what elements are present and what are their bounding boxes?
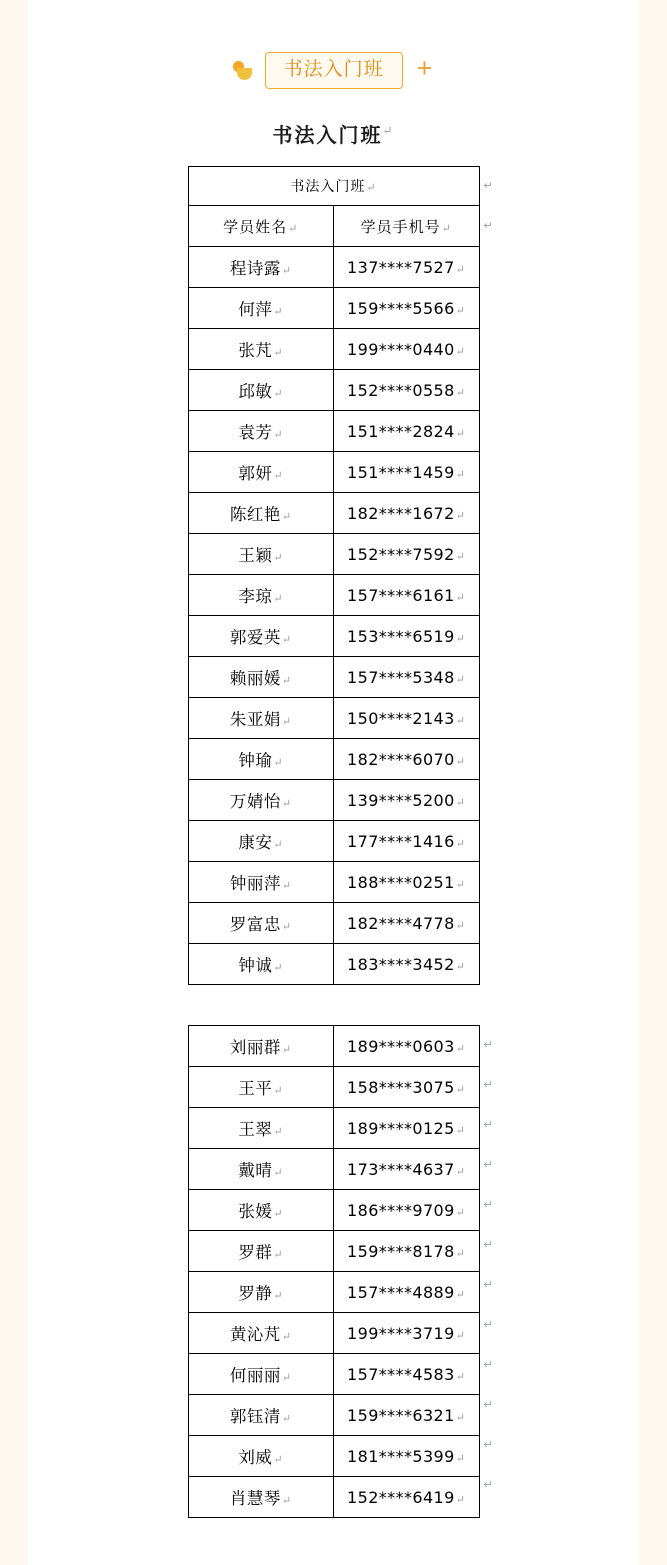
cell-name-text: 钟丽萍 — [229, 874, 281, 893]
pilcrow-mark: ↵ — [455, 1041, 466, 1055]
cell-name — [188, 616, 334, 657]
pilcrow-mark: ↵ — [455, 344, 466, 358]
cell-name-text: 王平 — [238, 1079, 273, 1098]
cell-name — [188, 821, 334, 862]
table-row — [188, 1477, 479, 1518]
pilcrow-mark: ↵ — [273, 1166, 284, 1179]
cell-name — [188, 862, 334, 903]
pilcrow-mark: ↵ — [483, 1078, 493, 1091]
cell-name-text: 刘威 — [238, 1448, 273, 1467]
pilcrow-mark: ↵ — [281, 797, 292, 810]
document-sheet — [28, 0, 639, 1565]
pilcrow-mark: ↵ — [273, 469, 284, 482]
cell-phone-text: 157****4583 — [347, 1364, 455, 1384]
pilcrow-mark: ↵ — [273, 961, 284, 974]
cell-phone-text: 158****3075 — [347, 1077, 455, 1097]
document-icon — [231, 58, 257, 84]
cell-name — [188, 575, 334, 616]
pilcrow-mark: ↵ — [455, 1205, 466, 1219]
pilcrow-mark: ↵ — [273, 1084, 284, 1097]
table-row — [188, 1108, 479, 1149]
table-row — [188, 1026, 479, 1067]
pilcrow-mark: ↵ — [455, 631, 466, 645]
page-title — [28, 119, 639, 148]
table-row — [188, 780, 479, 821]
cell-name — [188, 1149, 334, 1190]
pilcrow-mark: ↵ — [273, 305, 284, 318]
pilcrow-mark: ↵ — [455, 1082, 466, 1096]
paragraph-marks-column — [484, 166, 500, 246]
cell-phone — [334, 780, 480, 821]
cell-name-text: 袁芳 — [238, 423, 273, 442]
cell-phone — [334, 452, 480, 493]
cell-name-text: 王颖 — [238, 546, 273, 565]
table-row — [188, 1231, 479, 1272]
cell-name — [188, 780, 334, 821]
cell-name — [188, 1395, 334, 1436]
pilcrow-mark: ↵ — [281, 1412, 292, 1425]
cell-name — [188, 247, 334, 288]
cell-name — [188, 1354, 334, 1395]
pilcrow-mark: ↵ — [273, 551, 284, 564]
pilcrow-mark: ↵ — [273, 1248, 284, 1261]
cell-name — [188, 1190, 334, 1231]
pilcrow-mark: ↵ — [455, 385, 466, 399]
cell-name-text: 邱敏 — [238, 382, 273, 401]
pilcrow-mark: ↵ — [483, 1438, 493, 1451]
cell-name-text: 肖慧琴 — [229, 1489, 281, 1508]
students-table-1 — [188, 166, 480, 985]
table-caption-cell — [188, 167, 479, 206]
pilcrow-mark: ↵ — [455, 508, 466, 522]
cell-phone-text: 151****2824 — [347, 421, 455, 441]
cell-phone-text: 199****3719 — [347, 1323, 455, 1343]
table-row — [188, 862, 479, 903]
cell-phone — [334, 1149, 480, 1190]
table-row — [188, 698, 479, 739]
cell-name — [188, 1477, 334, 1518]
table-row — [188, 247, 479, 288]
pilcrow-mark: ↵ — [455, 1164, 466, 1178]
table-1-wrapper — [188, 166, 493, 985]
pilcrow-mark: ↵ — [483, 219, 493, 232]
pilcrow-mark: ↵ — [455, 877, 466, 891]
pilcrow-mark: ↵ — [366, 181, 377, 194]
table-row — [188, 534, 479, 575]
pilcrow-mark: ↵ — [455, 549, 466, 563]
pilcrow-mark: ↵ — [281, 715, 292, 728]
pilcrow-mark: ↵ — [455, 713, 466, 727]
column-header-name-text: 学员姓名 — [223, 217, 288, 236]
page-title-text: 书法入门班 — [272, 123, 383, 147]
cell-name-text: 郭爱英 — [229, 628, 281, 647]
pilcrow-mark: ↵ — [455, 918, 466, 932]
cell-name-text: 罗富忠 — [229, 915, 281, 934]
table-row — [188, 1354, 479, 1395]
pilcrow-mark: ↵ — [483, 1118, 493, 1131]
table-row — [188, 370, 479, 411]
cell-phone — [334, 1108, 480, 1149]
pilcrow-mark: ↵ — [281, 1494, 292, 1507]
cell-name — [188, 1272, 334, 1313]
table-row — [188, 657, 479, 698]
cell-name-text: 李琼 — [238, 587, 273, 606]
cell-phone-text: 152****0558 — [347, 380, 455, 400]
cell-name-text: 罗群 — [238, 1243, 273, 1262]
cell-phone-text: 181****5399 — [347, 1446, 455, 1466]
cell-name-text: 郭妍 — [238, 464, 273, 483]
cell-phone — [334, 1190, 480, 1231]
table-row — [188, 903, 479, 944]
pilcrow-mark: ↵ — [273, 346, 284, 359]
cell-phone-text: 150****2143 — [347, 708, 455, 728]
table-row — [188, 452, 479, 493]
cell-phone-text: 139****5200 — [347, 790, 455, 810]
column-header-phone — [334, 206, 480, 247]
cell-phone-text: 153****6519 — [347, 626, 455, 646]
cell-phone — [334, 575, 480, 616]
cell-phone-text: 182****1672 — [347, 503, 455, 523]
pilcrow-mark: ↵ — [483, 1278, 493, 1291]
cell-phone-text: 183****3452 — [347, 954, 455, 974]
cell-name — [188, 370, 334, 411]
pilcrow-mark: ↵ — [273, 1207, 284, 1220]
cell-phone-text: 189****0603 — [347, 1036, 455, 1056]
cell-phone — [334, 534, 480, 575]
cell-name — [188, 288, 334, 329]
cell-name — [188, 452, 334, 493]
table-row — [188, 288, 479, 329]
cell-phone-text: 157****6161 — [347, 585, 455, 605]
cell-name — [188, 657, 334, 698]
pilcrow-mark: ↵ — [455, 1287, 466, 1301]
table-row — [188, 739, 479, 780]
cell-name-text: 程诗露 — [229, 259, 281, 278]
cell-name-text: 何萍 — [238, 300, 273, 319]
pilcrow-mark: ↵ — [273, 756, 284, 769]
cell-name — [188, 1436, 334, 1477]
pilcrow-mark: ↵ — [382, 123, 395, 138]
pilcrow-mark: ↵ — [483, 1198, 493, 1211]
pilcrow-mark: ↵ — [483, 179, 493, 192]
cell-name-text: 康安 — [238, 833, 273, 852]
pilcrow-mark: ↵ — [455, 1492, 466, 1506]
cell-phone-text: 182****6070 — [347, 749, 455, 769]
pilcrow-mark: ↵ — [455, 795, 466, 809]
table-row — [188, 575, 479, 616]
cell-phone — [334, 657, 480, 698]
cell-name-text: 赖丽媛 — [229, 669, 281, 688]
table-2-body — [188, 1026, 479, 1518]
pilcrow-mark: ↵ — [455, 1246, 466, 1260]
cell-name — [188, 1108, 334, 1149]
cell-name-text: 何丽丽 — [229, 1366, 281, 1385]
pilcrow-mark: ↵ — [455, 754, 466, 768]
cell-phone — [334, 1067, 480, 1108]
pilcrow-mark: ↵ — [455, 467, 466, 481]
pilcrow-mark: ↵ — [483, 1478, 493, 1491]
cell-phone-text: 159****5566 — [347, 298, 455, 318]
table-caption-text: 书法入门班 — [290, 179, 366, 195]
cell-name-text: 黄沁芃 — [229, 1325, 281, 1344]
cell-name-text: 钟瑜 — [238, 751, 273, 770]
students-table-2 — [188, 1025, 480, 1518]
table-row — [188, 944, 479, 985]
cell-phone-text: 199****0440 — [347, 339, 455, 359]
tab-document[interactable]: 书法入门班 — [265, 52, 403, 89]
cell-phone — [334, 698, 480, 739]
pilcrow-mark: ↵ — [281, 1043, 292, 1056]
pilcrow-mark: ↵ — [281, 264, 292, 277]
cell-phone — [334, 616, 480, 657]
pilcrow-mark: ↵ — [483, 1158, 493, 1171]
cell-phone — [334, 329, 480, 370]
cell-phone — [334, 288, 480, 329]
pilcrow-mark: ↵ — [273, 1453, 284, 1466]
add-tab-button[interactable]: + — [416, 53, 433, 83]
pilcrow-mark: ↵ — [455, 672, 466, 686]
pilcrow-mark: ↵ — [273, 838, 284, 851]
cell-phone-text: 182****4778 — [347, 913, 455, 933]
table-row — [188, 1067, 479, 1108]
pilcrow-mark: ↵ — [455, 836, 466, 850]
cell-name-text: 罗静 — [238, 1284, 273, 1303]
cell-phone — [334, 1272, 480, 1313]
pilcrow-mark: ↵ — [281, 674, 292, 687]
pilcrow-mark: ↵ — [441, 221, 452, 235]
pilcrow-mark: ↵ — [281, 633, 292, 646]
cell-name — [188, 329, 334, 370]
cell-name — [188, 1313, 334, 1354]
pilcrow-mark: ↵ — [483, 1038, 493, 1051]
cell-phone — [334, 370, 480, 411]
cell-name-text: 王翠 — [238, 1120, 273, 1139]
cell-phone — [334, 1313, 480, 1354]
pilcrow-mark: ↵ — [455, 1369, 466, 1383]
cell-phone — [334, 944, 480, 985]
cell-name-text: 郭钰清 — [229, 1407, 281, 1426]
pilcrow-mark: ↵ — [273, 1125, 284, 1138]
pilcrow-mark: ↵ — [288, 221, 299, 235]
cell-phone-text: 189****0125 — [347, 1118, 455, 1138]
cell-phone-text: 157****5348 — [347, 667, 455, 687]
pilcrow-mark: ↵ — [273, 1289, 284, 1302]
cell-phone — [334, 1436, 480, 1477]
table-row — [188, 1272, 479, 1313]
pilcrow-mark: ↵ — [483, 1398, 493, 1411]
pilcrow-mark: ↵ — [273, 387, 284, 400]
cell-phone-text: 173****4637 — [347, 1159, 455, 1179]
cell-phone-text: 151****1459 — [347, 462, 455, 482]
table-1-body — [188, 167, 479, 985]
cell-name-text: 万婧怡 — [229, 792, 281, 811]
cell-phone-text: 186****9709 — [347, 1200, 455, 1220]
cell-phone — [334, 411, 480, 452]
column-header-name — [188, 206, 334, 247]
cell-name-text: 陈红艳 — [229, 505, 281, 524]
pilcrow-mark: ↵ — [281, 879, 292, 892]
cell-name — [188, 534, 334, 575]
cell-phone — [334, 1395, 480, 1436]
table-row — [188, 821, 479, 862]
cell-phone-text: 177****1416 — [347, 831, 455, 851]
paragraph-marks-column — [484, 1025, 500, 1505]
cell-phone-text: 159****6321 — [347, 1405, 455, 1425]
cell-name-text: 刘丽群 — [229, 1038, 281, 1057]
pilcrow-mark: ↵ — [455, 303, 466, 317]
pilcrow-mark: ↵ — [281, 1371, 292, 1384]
pilcrow-mark: ↵ — [455, 590, 466, 604]
cell-phone — [334, 1231, 480, 1272]
cell-name — [188, 698, 334, 739]
cell-name — [188, 903, 334, 944]
cell-name — [188, 739, 334, 780]
pilcrow-mark: ↵ — [281, 920, 292, 933]
cell-phone — [334, 821, 480, 862]
pilcrow-mark: ↵ — [281, 1330, 292, 1343]
cell-name — [188, 1231, 334, 1272]
pilcrow-mark: ↵ — [455, 1410, 466, 1424]
table-row — [188, 1313, 479, 1354]
cell-phone — [334, 903, 480, 944]
column-header-phone-text: 学员手机号 — [360, 217, 441, 236]
cell-name — [188, 1067, 334, 1108]
document-body — [28, 119, 639, 1558]
table-row — [188, 1395, 479, 1436]
cell-phone — [334, 1477, 480, 1518]
cell-phone — [334, 493, 480, 534]
table-row — [188, 1190, 479, 1231]
cell-phone — [334, 862, 480, 903]
cell-name — [188, 493, 334, 534]
table-row — [188, 329, 479, 370]
pilcrow-mark: ↵ — [273, 428, 284, 441]
cell-phone — [334, 247, 480, 288]
cell-phone — [334, 1354, 480, 1395]
table-row — [188, 1436, 479, 1477]
table-gap — [28, 985, 639, 1025]
pilcrow-mark: ↵ — [455, 1328, 466, 1342]
cell-phone-text: 152****7592 — [347, 544, 455, 564]
cell-name-text: 张芃 — [238, 341, 273, 360]
pilcrow-mark: ↵ — [455, 959, 466, 973]
table-row — [188, 493, 479, 534]
cell-phone-text: 152****6419 — [347, 1487, 455, 1507]
cell-phone — [334, 739, 480, 780]
cell-name-text: 钟诚 — [238, 956, 273, 975]
cell-phone-text: 159****8178 — [347, 1241, 455, 1261]
cell-name — [188, 411, 334, 452]
pilcrow-mark: ↵ — [273, 592, 284, 605]
table-row — [188, 411, 479, 452]
pilcrow-mark: ↵ — [455, 1123, 466, 1137]
cell-phone-text: 157****4889 — [347, 1282, 455, 1302]
table-row — [188, 206, 479, 247]
table-row — [188, 1149, 479, 1190]
table-2-wrapper — [188, 1025, 493, 1518]
pilcrow-mark: ↵ — [483, 1358, 493, 1371]
pilcrow-mark: ↵ — [455, 1451, 466, 1465]
cell-name — [188, 1026, 334, 1067]
tab-bar — [28, 0, 639, 111]
cell-name-text: 张媛 — [238, 1202, 273, 1221]
pilcrow-mark: ↵ — [483, 1318, 493, 1331]
table-row — [188, 616, 479, 657]
cell-name-text: 朱亚娟 — [229, 710, 281, 729]
cell-name-text: 戴晴 — [238, 1161, 273, 1180]
pilcrow-mark: ↵ — [281, 510, 292, 523]
cell-phone-text: 137****7527 — [347, 257, 455, 277]
cell-phone-text: 188****0251 — [347, 872, 455, 892]
table-row — [188, 167, 479, 206]
pilcrow-mark: ↵ — [455, 262, 466, 276]
pilcrow-mark: ↵ — [483, 1238, 493, 1251]
pilcrow-mark: ↵ — [455, 426, 466, 440]
cell-phone — [334, 1026, 480, 1067]
cell-name — [188, 944, 334, 985]
